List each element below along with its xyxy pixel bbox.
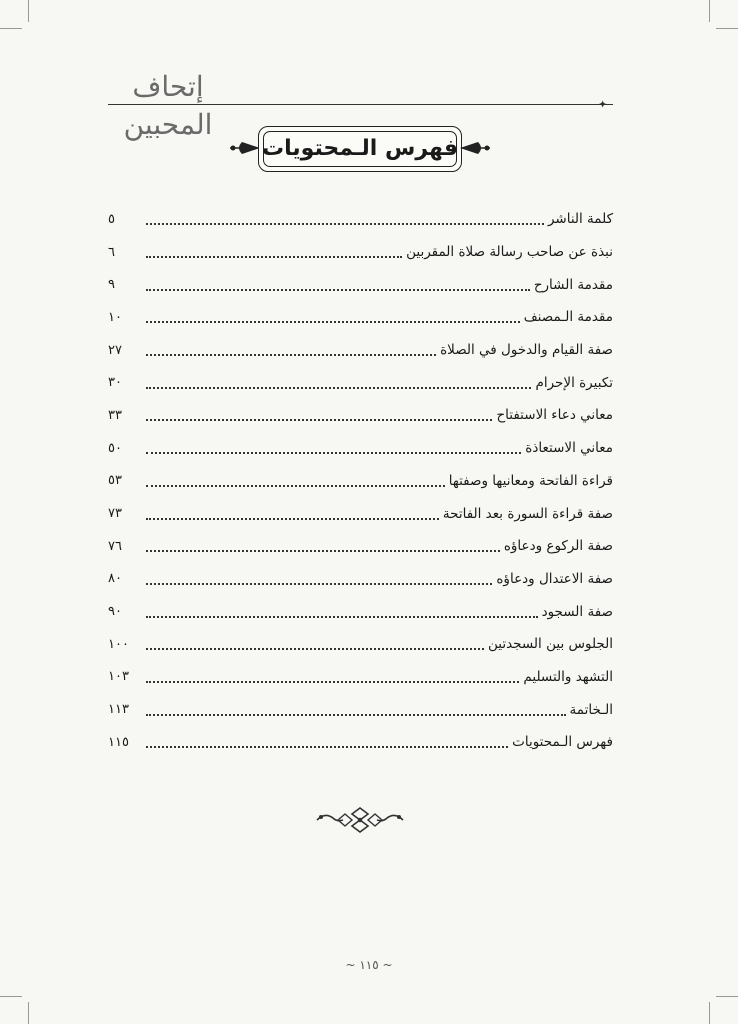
toc-item-page: ٨٠: [108, 571, 122, 587]
toc-item-title: الـخاتمة: [569, 701, 613, 718]
toc-item-page: ٥: [108, 211, 115, 227]
toc-item-title: صفة الاعتدال ودعاؤه: [496, 570, 613, 587]
toc-item-title: نبذة عن صاحب رسالة صلاة المقربين: [406, 244, 613, 261]
toc-item[interactable]: [108, 726, 613, 759]
toc-item[interactable]: [108, 563, 613, 596]
toc-item-page: ٣٣: [108, 407, 122, 423]
toc-item-page: ٦: [108, 244, 115, 260]
dot-leader: [146, 616, 538, 618]
toc-item[interactable]: [108, 595, 613, 628]
toc-item-page: ٧٦: [108, 538, 122, 554]
toc-item-page: ١٠٠: [108, 636, 129, 652]
toc-item[interactable]: [108, 236, 613, 269]
toc-item[interactable]: [108, 334, 613, 367]
toc-item-title: صفة الركوع ودعاؤه: [503, 538, 613, 555]
toc-item[interactable]: [108, 301, 613, 334]
dot-leader: [146, 550, 500, 552]
end-ornament-icon: [315, 804, 405, 836]
page-title: فهرس الـمحتويات: [262, 136, 458, 161]
toc-item-title: صفة السجود: [541, 603, 613, 620]
page-number: ~ ١١٥ ~: [345, 958, 393, 972]
header-rule-ornament-icon: ✦: [598, 98, 608, 111]
crop-mark: [0, 28, 22, 29]
toc-item-page: ٧٣: [108, 506, 122, 522]
dot-leader: [146, 518, 439, 520]
dot-leader: [146, 321, 520, 323]
toc-item-page: ٥٣: [108, 473, 122, 489]
crop-mark: [709, 0, 710, 22]
header-rule: [108, 104, 613, 105]
crop-mark: [28, 0, 29, 22]
toc-item[interactable]: [108, 465, 613, 498]
toc-item[interactable]: [108, 628, 613, 661]
toc-item[interactable]: [108, 497, 613, 530]
dot-leader: [146, 583, 492, 585]
toc-item-title: معاني دعاء الاستفتاح: [496, 407, 613, 424]
dot-leader: [146, 387, 531, 389]
toc-item-page: ٢٧: [108, 342, 122, 358]
toc-item-page: ٩٠: [108, 604, 122, 620]
dot-leader: [146, 681, 519, 683]
toc-item-title: كلمة الناشر: [547, 211, 613, 228]
title-frame: [258, 126, 462, 172]
toc-item[interactable]: [108, 530, 613, 563]
crop-mark: [716, 28, 738, 29]
dot-leader: [146, 419, 492, 421]
dot-leader: [146, 289, 530, 291]
right-flourish-icon: [460, 139, 492, 157]
crop-mark: [28, 1002, 29, 1024]
toc-item-title: صفة القيام والدخول في الصلاة: [440, 342, 613, 359]
dot-leader: [146, 452, 521, 454]
toc-item-title: صفة قراءة السورة بعد الفاتحة: [442, 505, 613, 522]
dot-leader: [146, 485, 445, 487]
toc-item[interactable]: [108, 661, 613, 694]
toc-item-title: معاني الاستعاذة: [525, 440, 613, 457]
toc-item-page: ١١٣: [108, 702, 129, 718]
dot-leader: [146, 746, 508, 748]
toc-item-title: الجلوس بين السجدتين: [487, 636, 613, 653]
toc-item-page: ٩: [108, 277, 115, 293]
toc-item[interactable]: [108, 399, 613, 432]
dot-leader: [146, 354, 436, 356]
toc-item-title: مقدمة الشارح: [533, 276, 613, 293]
toc-item-title: تكبيرة الإحرام: [535, 374, 613, 391]
crop-mark: [716, 996, 738, 997]
calligraphy-logo-icon: إتحاف المحبين: [123, 70, 213, 141]
dot-leader: [146, 223, 544, 225]
toc-item-title: فهرس الـمحتويات: [512, 734, 613, 751]
dot-leader: [146, 714, 566, 716]
toc-item-title: قراءة الفاتحة ومعانيها وصفتها: [448, 472, 613, 489]
toc-item[interactable]: [108, 203, 613, 236]
toc-item-page: ١١٥: [108, 734, 129, 750]
crop-mark: [709, 1002, 710, 1024]
toc-item[interactable]: [108, 366, 613, 399]
toc-item-page: ٥٠: [108, 440, 122, 456]
dot-leader: [146, 648, 484, 650]
toc-item-title: مقدمة الـمصنف: [523, 309, 613, 326]
toc-item-title: التشهد والتسليم: [523, 668, 613, 685]
toc-item[interactable]: [108, 432, 613, 465]
toc-item[interactable]: [108, 693, 613, 726]
dot-leader: [146, 256, 402, 258]
toc-item-page: ١٠٣: [108, 669, 129, 685]
left-flourish-icon: [228, 139, 260, 157]
crop-mark: [0, 996, 22, 997]
toc-item-page: ١٠: [108, 309, 122, 325]
toc-item-page: ٣٠: [108, 375, 122, 391]
toc-list: [108, 203, 613, 759]
toc-item[interactable]: [108, 268, 613, 301]
